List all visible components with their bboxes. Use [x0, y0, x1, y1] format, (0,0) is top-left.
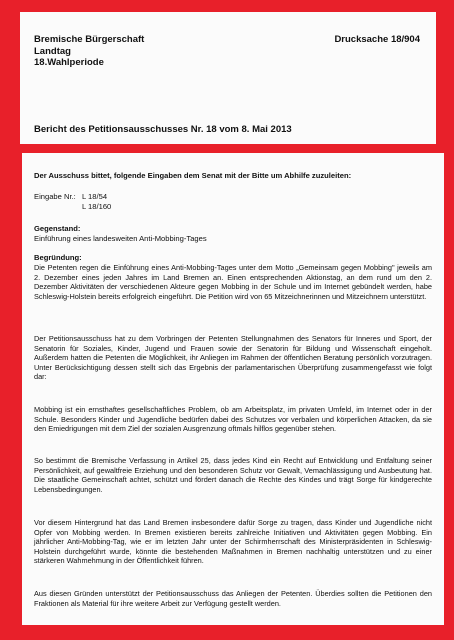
petition-number-label: Eingabe Nr.: — [34, 192, 76, 201]
chamber-name: Landtag — [34, 45, 71, 57]
petition-numbers — [34, 192, 111, 212]
organization-block — [34, 34, 144, 69]
paragraph: Die Petenten regen die Einführung eines Anti-Mobbing-Tages unter dem Motto „Gemeinsam gegen Mobbing" jeweils am 2. Dezember eines jeden Jahres im Land Bremen an. Einen entsprechenden Aktionstag, an dem rund um den 2. Dezember Aktivitäten der verschiedenen Akteure gegen Mobbing in der Schule und im Internet gebündelt werden, habe Schleswig-Holstein bereits erfolgreich eingeführt. Die Petition wird von 65 Mitzeichnerinnen und Mitzeichnern unterstützt. — [34, 263, 432, 301]
reasoning-section — [34, 253, 82, 263]
petition-number: L 18/54 — [82, 192, 108, 201]
petition-number: L 18/160 — [82, 202, 112, 211]
body-sheet — [22, 153, 444, 625]
paragraph: Der Petitionsausschuss hat zu dem Vorbringen der Petenten Stellungnahmen des Senators für Inneres und Sport, der Senatorin für Soziales, Kinder, Jugend und Frauen sowie der Senatorin für Bildung und Wissenschaft eingeholt. Außerdem hatten die Petenten die Möglichkeit, ihr Anliegen im Rahmen der öffentlichen Beratung persönlich vorzutragen. Unter Berücksichtigung dessen stellt sich das Ergebnis der parlamentarischen Überprüfung zusammengefasst wie folgt dar: — [34, 334, 432, 382]
subject-heading: Gegenstand: — [34, 224, 81, 233]
subject-section — [34, 224, 207, 244]
paragraph: So bestimmt die Bremische Verfassung in Artikel 25, dass jedes Kind ein Recht auf Entwicklung und Entfaltung seiner Persönlichkeit, auf gewaltfreie Erziehung und den besonderen Schutz vor Gewalt, Vemachlässigung und Ausbeutung hat. Die staatliche Gemeinschaft achtet, schützt und fördert danach die Rechte des Kindes und trägt Sorge für kindgerechte Lebensbedingungen. — [34, 456, 432, 494]
legislative-period: 18.Wahlperiode — [34, 57, 104, 68]
document-number: Drucksache 18/904 — [334, 34, 420, 45]
report-title: Bericht des Petitionsausschusses Nr. 18 vom 8. Mai 2013 — [34, 124, 292, 135]
paragraph: Mobbing ist ein ernsthaftes gesellschaftliches Problem, ob am Arbeitsplatz, im privaten Umfeld, im Internet oder in der Schule. Besonders Kinder und Jugendliche bedürfen dabei des Schutzes vor verbalen und körperlichen Attacken, da sie den Emiedrigungen mit dem Ziel der sozialen Ausgrenzung oftmals hilflos gegenüber stehen. — [34, 405, 432, 434]
intro-sentence: Der Ausschuss bittet, folgende Eingaben dem Senat mit der Bitte um Abhilfe zuzuleiten: — [34, 171, 352, 180]
paragraph: Aus diesen Gründen unterstützt der Petitionsausschuss das Anliegen der Petenten. Überdies sollten die Petitionen den Fraktionen als Material für ihre weitere Arbeit zur Verfügung gestellt werden. — [34, 589, 432, 608]
paragraph: Vor diesem Hintergrund hat das Land Bremen insbesondere dafür Sorge zu tragen, dass Kinder und Jugendliche nicht Opfer von Mobbing werden. In Bremen existieren bereits zahlreiche Initiativen und Aktivitäten gegen Mobbing. Ein jährlicher Anti-Mobbing-Tag, wie er im letzten Jahr unter der Schirmherrschaft des Ministerpräsidenten in Schleswig-Holstein durchgeführt wurde, könnte die bestehenden Maßnahmen in Bremen nachhaltig unterstützen und zu einer stärkeren Wahmehmung in der Öffentlichkeit führen. — [34, 518, 432, 566]
reasoning-heading: Begründung: — [34, 253, 82, 262]
subject-text: Einführung eines landesweiten Anti-Mobbing-Tages — [34, 234, 207, 243]
organization-name: Bremische Bürgerschaft — [34, 34, 145, 45]
header-sheet — [20, 12, 436, 144]
